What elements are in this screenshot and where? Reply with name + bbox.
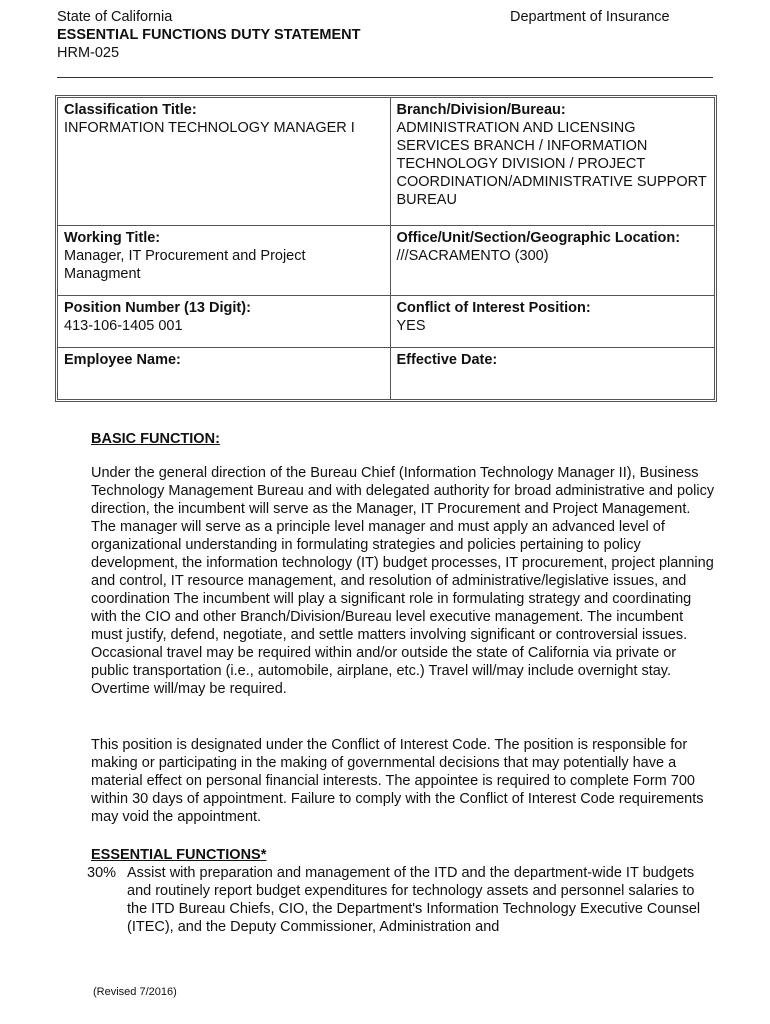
classification-title-value: INFORMATION TECHNOLOGY MANAGER I — [64, 120, 355, 136]
classification-title-cell — [58, 98, 391, 226]
essential-functions-heading-text: ESSENTIAL FUNCTIONS — [91, 847, 261, 863]
working-title-label: Working Title: — [64, 230, 161, 246]
document-body — [87, 430, 716, 936]
position-number-label: Position Number (13 Digit): — [64, 300, 251, 316]
form-number: HRM-025 — [57, 45, 120, 61]
office-value: ///SACRAMENTO (300) — [396, 248, 549, 264]
header-divider — [57, 77, 713, 78]
basic-function-heading-text: BASIC FUNCTION — [91, 431, 216, 447]
essential-functions-heading-asterisk: * — [260, 847, 267, 863]
document-title: ESSENTIAL FUNCTIONS DUTY STATEMENT — [57, 27, 361, 43]
working-title-value: Manager, IT Procurement and Project Managment — [64, 248, 306, 282]
basic-function-heading-colon: : — [215, 431, 220, 447]
working-title-cell — [58, 226, 391, 296]
branch-value: ADMINISTRATION AND LICENSING SERVICES BRANCH / INFORMATION TECHNOLOGY DIVISION / PROJECT COORDINATION/ADMINISTRATIVE SUPPORT BUREAU — [396, 120, 707, 208]
list-item — [87, 864, 712, 936]
conflict-of-interest-paragraph: This position is designated under the Conflict of Interest Code. The position is responsible for making or participating in the making of governmental decisions that may potentially have a material effect on personal financial interests. The appointee is required to complete Form 700 within 30 days of appointment. Failure to comply with the Conflict of Interest Code requirements may void the appointment. — [91, 737, 704, 825]
table-row — [58, 98, 715, 226]
table-row — [58, 296, 715, 348]
table-row — [58, 348, 715, 400]
effective-date-label: Effective Date: — [396, 352, 498, 368]
function-percent: 30% — [87, 865, 117, 881]
conflict-of-interest-value: YES — [396, 318, 426, 334]
header-left — [57, 8, 360, 62]
position-number-value: 413-106-1405 001 — [64, 318, 183, 334]
classification-title-label: Classification Title: — [64, 102, 197, 118]
office-label: Office/Unit/Section/Geographic Location: — [396, 230, 681, 246]
employee-name-cell — [58, 348, 391, 400]
basic-function-paragraph: Under the general direction of the Bureau Chief (Information Technology Manager II), Business Technology Management Bureau and with delegated authority for broad administrative and policy direction, the incumbent will serve as the Manager, IT Procurement and Project Management. The manager will serve as a principle level manager and must apply an advanced level of organizational understanding in formulating strategies and policies pertaining to policy development, the information technology (IT) budget processes, IT procurement, project planning and control, IT resource management, and resolution of administrative/legislative issues, and coordination The incumbent will play a significant role in formulating strategy and coordinating with the CIO and other Branch/Division/Bureau level executive management. The incumbent must justify, defend, negotiate, and settle matters involving significant or controversial issues. Occasional travel may be required within and/or outside the state of California via private or public transportation (i.e., automobile, airplane, etc.) Travel will/may include overnight stay. Overtime will/may be required. — [91, 465, 715, 697]
branch-label: Branch/Division/Bureau: — [396, 102, 566, 118]
function-description: Assist with preparation and management of the ITD and the department-wide IT budgets and routinely report budget expenditures for technology assets and personnel salaries to the ITD Bureau Chiefs, CIO, the Department's Information Technology Executive Counsel (ITEC), and the Deputy Commissioner, Administration and — [127, 865, 701, 935]
position-number-cell — [58, 296, 391, 348]
table-row — [58, 226, 715, 296]
department-label: Department of Insurance — [510, 9, 670, 25]
office-cell — [390, 226, 714, 296]
conflict-of-interest-label: Conflict of Interest Position: — [396, 300, 591, 316]
conflict-of-interest-cell — [390, 296, 714, 348]
essential-functions-heading — [91, 846, 716, 864]
effective-date-cell — [390, 348, 714, 400]
branch-cell — [390, 98, 714, 226]
basic-function-heading — [91, 430, 716, 448]
revision-footer: (Revised 7/2016) — [93, 986, 177, 998]
employee-name-label: Employee Name: — [64, 352, 181, 368]
position-info-table — [57, 97, 715, 400]
state-label: State of California — [57, 9, 173, 25]
